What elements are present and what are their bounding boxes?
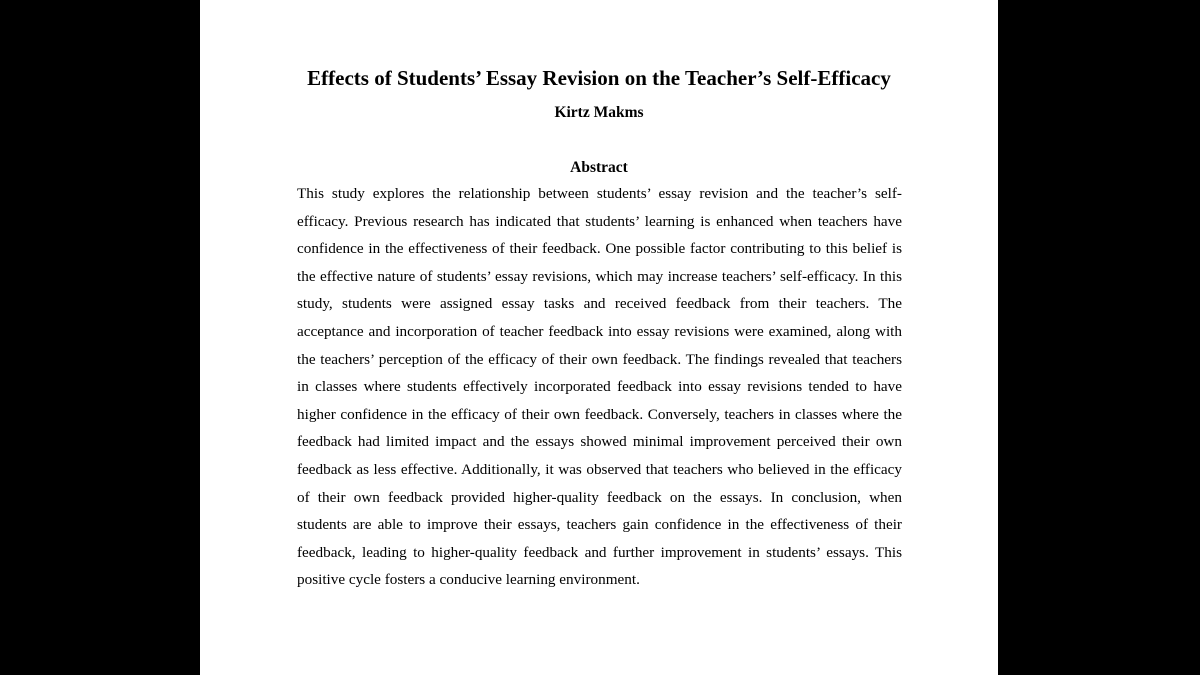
abstract-heading: Abstract (570, 159, 628, 176)
abstract-body: This study explores the relationship between students’ essay revision and the teacher’s self-efficacy. Previous research has indicated that students’ learning is enhanced when teachers have confidence in the effectiveness of their feedback. One possible factor contributing to this belief is the effective nature of students’ essay revisions, which may increase teachers’ self-efficacy. In this study, students were assigned essay tasks and received feedback from their teachers. The acceptance and incorporation of teacher feedback into essay revisions were examined, along with the teachers’ perception of the efficacy of their own feedback. The findings revealed that teachers in classes where students effectively incorporated feedback into essay revisions tended to have higher confidence in the efficacy of their own feedback. Conversely, teachers in classes where the feedback had limited impact and the essays showed minimal improvement perceived their own feedback as less effective. Additionally, it was observed that teachers who believed in the efficacy of their own feedback provided higher-quality feedback on the essays. In conclusion, when students are able to improve their essays, teachers gain confidence in the effectiveness of their feedback, leading to higher-quality feedback and further improvement in students’ essays. This positive cycle fosters a conducive learning environment. (297, 185, 902, 589)
author-name: Kirtz Makms (554, 104, 644, 121)
document-page (200, 0, 998, 675)
paper-title: Effects of Students’ Essay Revision on the Teacher’s Self-Efficacy (307, 66, 891, 90)
